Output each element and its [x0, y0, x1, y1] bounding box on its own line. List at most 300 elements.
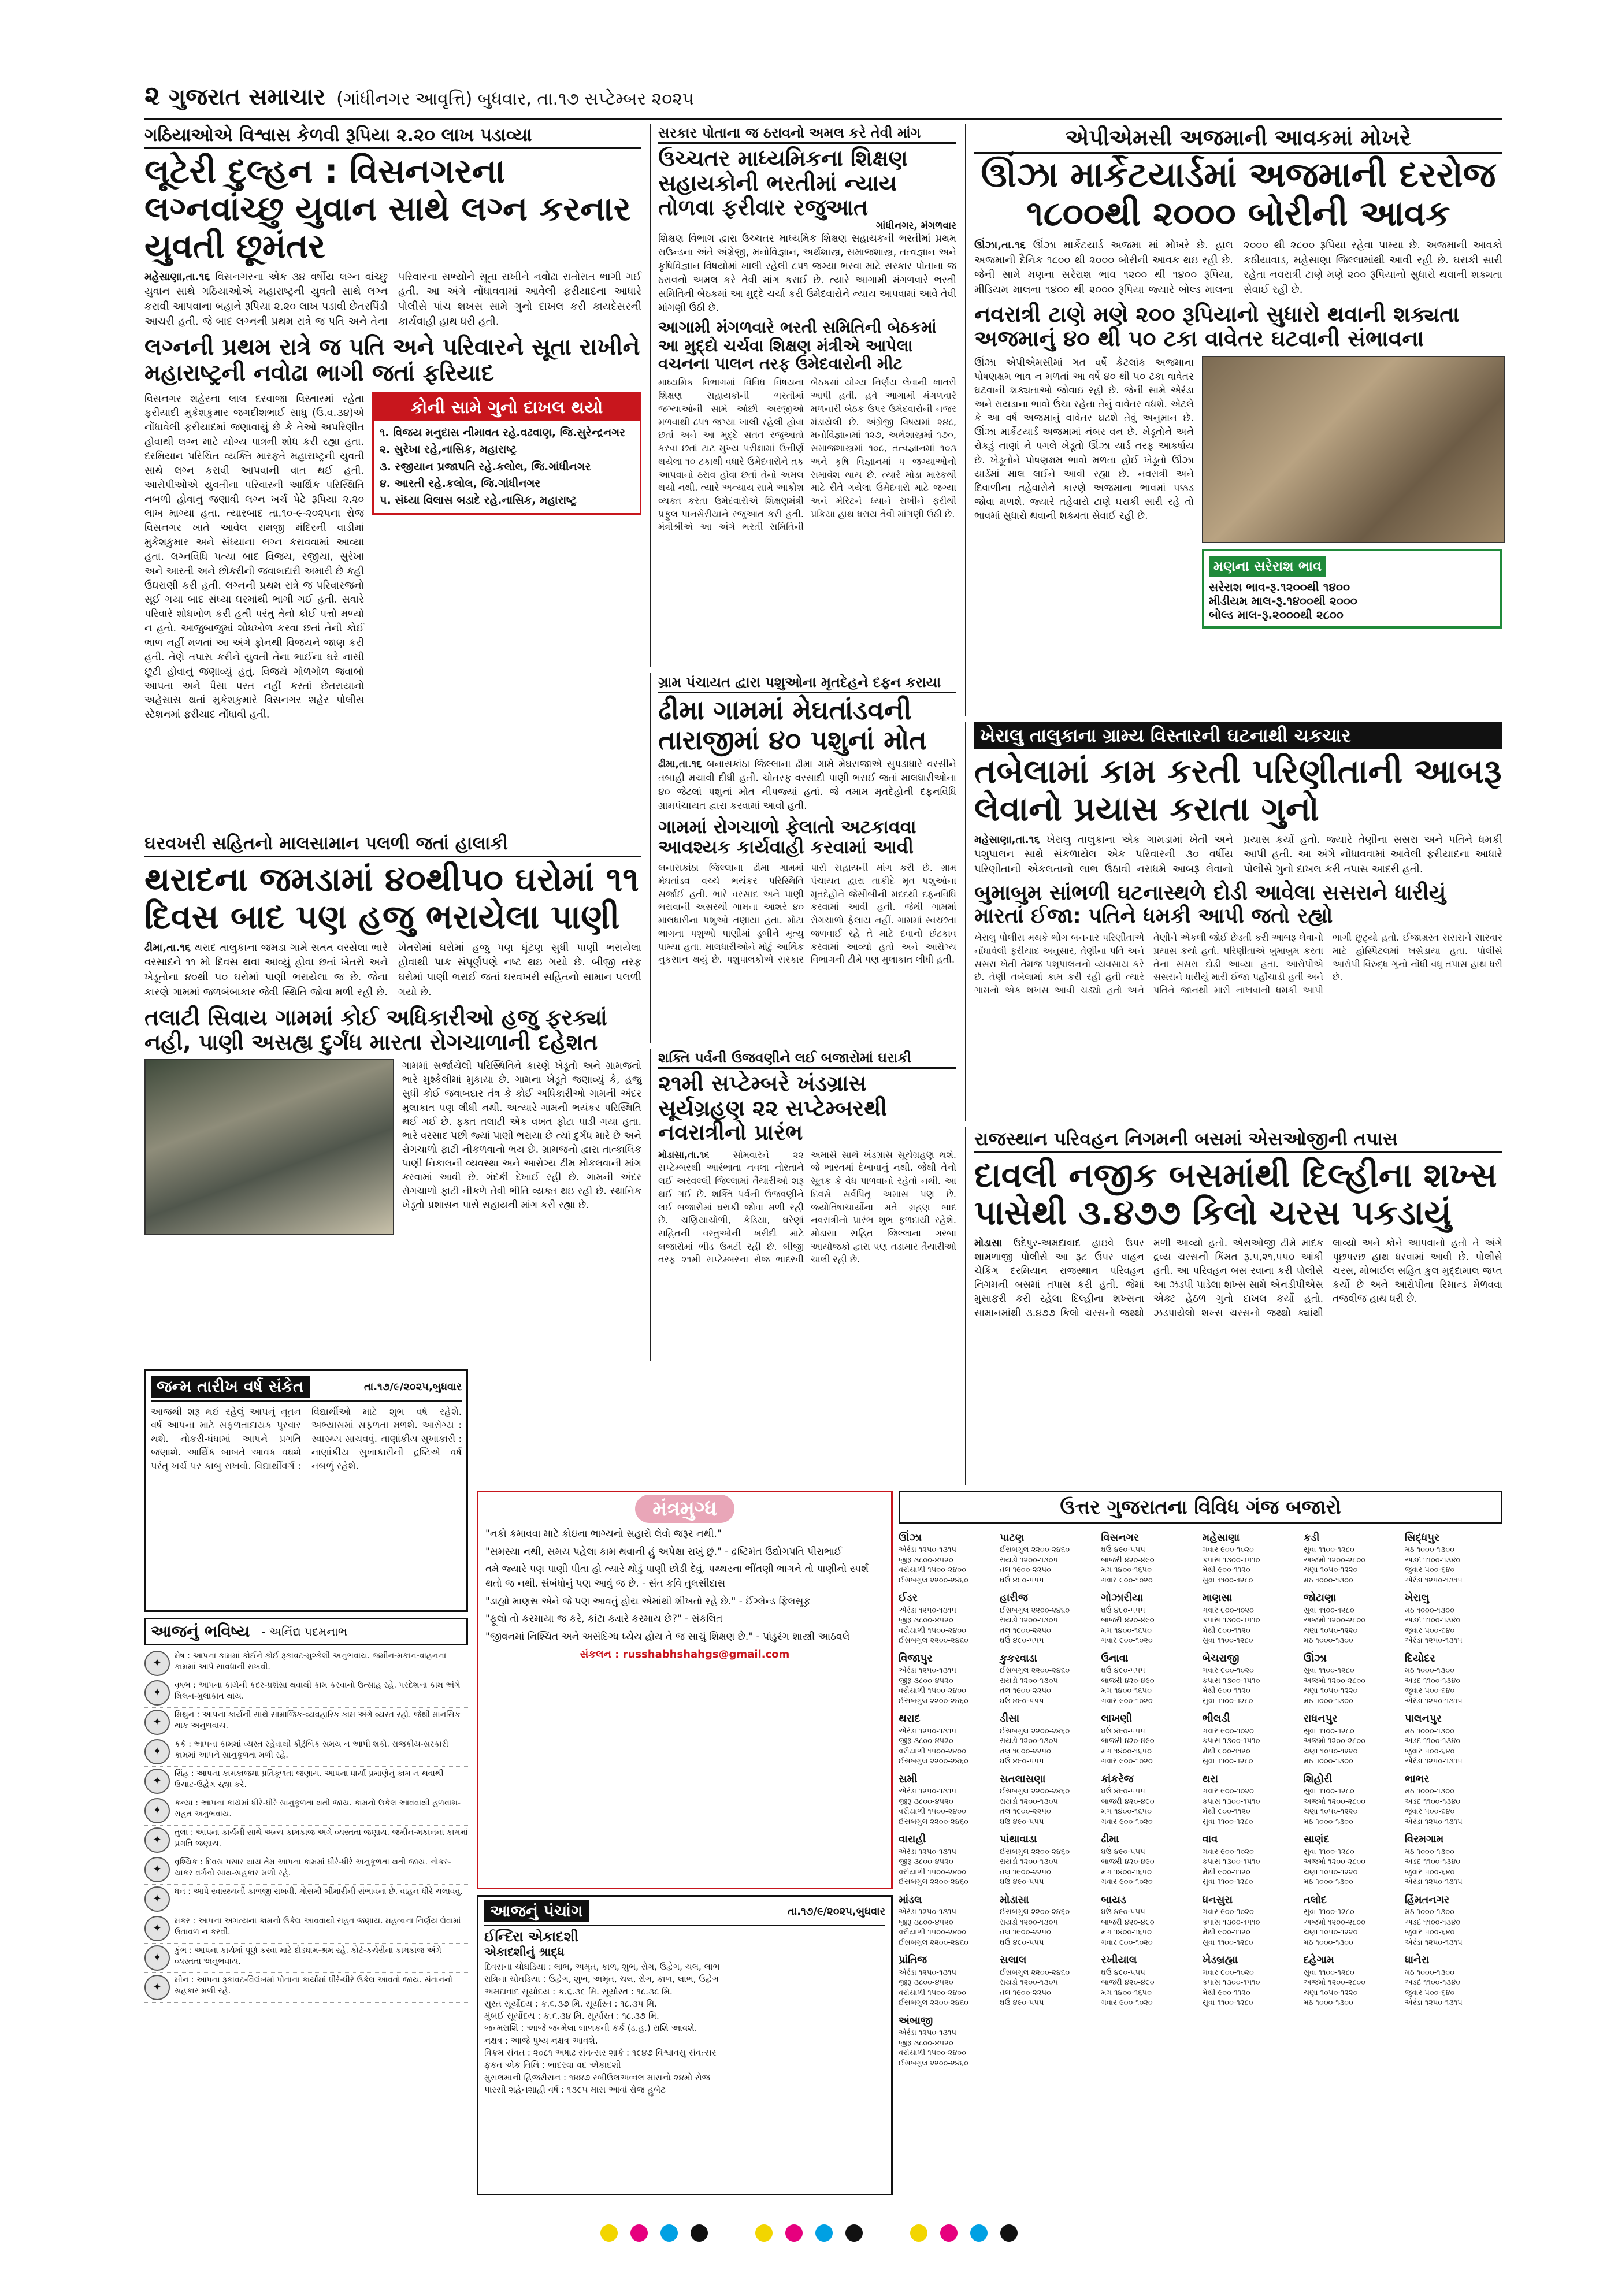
- market-price-row: રાયડો ૧૨૦૦-૧૩૦૫: [1000, 1797, 1058, 1806]
- market-center: [1101, 1529, 1198, 1585]
- market-center: [1203, 1770, 1300, 1827]
- mantra-compiler: સંકલન : russhabhshahgs@gmail.com: [580, 1648, 790, 1661]
- registration-marks: [404, 2224, 1214, 2247]
- market-price-row: ઘઉં ૪૯૦-૫૫૫: [1101, 1606, 1145, 1615]
- market-price-row: સુવા ૧૧૦૦-૧૨૮૦: [1202, 1998, 1253, 2008]
- market-price-row: ઈસબગુલ ૨૨૦૦-૨૪૬૦: [1000, 1545, 1070, 1555]
- market-price-row: એરંડા ૧૨૫૦-૧૩૧૫: [899, 2028, 956, 2038]
- horoscope-text: મીન : આપના રૂકાવટ-વિલંબમાં પોતાના કાર્યોમાં ધીરે-ધીરે ઉકેલ આવતો જાય. સંતાનનો સહકાર મળી રહે.: [175, 1975, 452, 1996]
- market-center: [1405, 1710, 1502, 1766]
- market-center-name: ઊંઝા: [899, 1532, 922, 1544]
- mantra-line: "જીવનમાં નિશ્ચિત અને અસંદિગ્ધ ધ્યેય હોય તે જ સાચું શિક્ષણ છે." - પાંડુરંગ શાસ્ત્રી આઠવલે: [485, 1630, 850, 1643]
- story-luteri-dulhan: [144, 124, 641, 826]
- market-price-row: મેથી ૯૦૦-૧૧૨૦: [1202, 1988, 1250, 1997]
- market-center-name: કડી: [1303, 1532, 1320, 1544]
- story3-subhead: નવરાત્રી ટાણે મણે ૨૦૦ રૂપિયાનો સુધારો થવાની શક્યતા અજમાનું ૪૦ થી ૫૦ ટકા વાવેતર ઘટવાની સંભાવના: [974, 301, 1460, 352]
- market-center-name: માણસા: [1202, 1592, 1233, 1604]
- market-price-row: મેથી ૯૦૦-૧૧૨૦: [1202, 1867, 1250, 1877]
- story-charas: [965, 1127, 1502, 1485]
- market-price-row: સુવા ૧૧૦૦-૧૨૮૦: [1303, 1726, 1354, 1736]
- market-center-name: દહેગામ: [1303, 1954, 1334, 1967]
- story6-dateline: મહેસાણા,તા.૧૬: [974, 833, 1040, 846]
- market-price-row: મગ ૧૪૦૦-૧૬૫૦: [1101, 1747, 1152, 1756]
- market-grid: [899, 1529, 1502, 2068]
- market-price-row: ગવાર ૯૦૦-૧૦૨૦: [1202, 1787, 1254, 1796]
- market-center: [899, 1529, 996, 1585]
- market-center: [1304, 1830, 1401, 1887]
- market-price-row: વરીયાળી ૧૫૦૦-૨૪૦૦: [899, 1807, 966, 1816]
- horoscope-text: કર્ક : આપના કામમાં વ્યસ્ત રહેવાથી કૌટુંબિક સમય ન આપી શકો. રાજકીય-સરકારી કામમાં આપને સાનુકૂળતા મળી રહે.: [175, 1740, 448, 1760]
- market-price-row: મગ ૧૪૦૦-૧૬૫૦: [1101, 1867, 1152, 1877]
- market-center: [1101, 1951, 1198, 2008]
- market-center-name: ઉનાવા: [1101, 1652, 1129, 1665]
- story1-kicker: ગઠિયાઓએ વિશ્વાસ કેળવી રૂપિયા ૨.૨૦ લાખ પડાવ્યા: [144, 124, 641, 149]
- market-price-row: કપાસ ૧૩૦૦-૧૫૧૦: [1202, 1797, 1260, 1806]
- market-price-row: મેથી ૯૦૦-૧૧૨૦: [1202, 1928, 1250, 1937]
- market-price-row: કપાસ ૧૩૦૦-૧૫૧૦: [1202, 1978, 1260, 1987]
- story-navratri: [650, 1049, 956, 1361]
- market-center-name: ઢીમા: [1101, 1833, 1119, 1846]
- market-center-name: તલોદ: [1303, 1893, 1327, 1906]
- accused-title: કોની સામે ગુનો દાખલ થયો: [374, 394, 640, 421]
- market-price-row: તલ ૧૯૦૦-૨૨૫૦: [1000, 1626, 1051, 1635]
- story1-body2: વિસનગર શહેરના લાલ દરવાજા વિસ્તારમાં રહેતા ફરીયાદી મુકેશકુમાર જગદીશભાઈ સાધુ (ઉ.વ.૩૪)એ નોંધાવેલી ફરીયાદમાં જણાવાયું છે કે તેઓ અપરિણીત હોવાથી લગ્ન માટે યોગ્ય પાત્રની શોધ કરી રહ્યા હતા. દરમિયાન પરિચિત વ્યક્તિ મારફતે મહારાષ્ટ્રની યુવતી સાથે લગ્ન કરાવી આપવાની વાત થઈ હતી. આરોપીઓએ યુવતીના પરિવારની આર્થિક પરિસ્થિતિ નબળી હોવાનું જણાવી લગ્ન ખર્ચ પેટે રૂપિયા ૨.૨૦ લાખ માગ્યા હતા. ત્યારબાદ તા.૧૦-૯-૨૦૨૫ના રોજ વિસનગર ખાતે આવેલ રામજી મંદિરની વાડીમાં મુકેશકુમાર અને સંધ્યાના લગ્ન કરાવવામાં આવ્યા હતા. લગ્નવિધિ પત્યા બાદ વિજય, રજીયા, સુરેખા અને આરતી અને છોકરીની જવાબદારી અમારી છે કહી ઉઘરાણી કરી હતી. લગ્નની પ્રથમ રાત્રે જ પરિવારજનો સૂઈ ગયા બાદ સંધ્યા ઘરમાંથી ભાગી ગઈ હતી. સવારે પરિવારે શોધખોળ કરી હતી પરંતુ તેનો કોઈ પત્તો મળ્યો ન હતો. આજુબાજુમાં શોધખોળ કરવા છતાં તેની કોઈ ભાળ નહીં મળતાં આ અંગે ફોનથી વિજયને જાણ કરી હતી. તેણે તપાસ કરીને યુવતી તેના ભાઈના ઘરે નાસી છૂટી હોવાનું જણાવ્યું હતું. વિજયે ગોળગોળ જવાબો આપતા અને પૈસા પરત નહીં કરતાં છેતરાયાનો અહેસાસ થતાં મુકેશકુમારે વિસનગર શહેર પોલીસ સ્ટેશનમાં ફરીયાદ નોંધાવી હતી.: [144, 393, 364, 721]
- price-row: સરેરાશ ભાવ-રૂ.૧૨૦૦થી ૧૪૦૦: [1209, 579, 1350, 594]
- market-price-row: વરીયાળી ૧૫૦૦-૨૪૦૦: [899, 2049, 966, 2058]
- market-price-row: જુવાર ૫૦૦-૬૪૦: [1404, 1686, 1455, 1696]
- market-price-row: સુવા ૧૧૦૦-૧૨૮૦: [1303, 1908, 1354, 1917]
- mantra-line: "ડાહ્યો માણસ એને જે પણ આવતું હોય એમાંથી શીખતો રહે છે." - ઈંગ્લેન્ડ ફિલસૂફ: [485, 1595, 811, 1607]
- market-price-row: ઈસબગુલ ૨૨૦૦-૨૪૬૦: [899, 1938, 968, 1947]
- panchang-box: [477, 1895, 893, 2195]
- market-price-row: ચણા ૧૦૫૦-૧૨૨૦: [1303, 1928, 1358, 1937]
- market-center: [1101, 1589, 1198, 1645]
- panchang-line: ફકત એક તિથિ : ભાદરવા વદ એકાદશી: [484, 2060, 621, 2071]
- price-row: બોલ્ડ માલ-રૂ.૨૦૦૦થી ૨૮૦૦: [1209, 607, 1344, 622]
- market-price-row: સુવા ૧૧૦૦-૧૨૮૦: [1202, 1878, 1253, 1887]
- panchang-heading: ઈન્દિરા એકાદશી: [484, 1929, 578, 1945]
- story2-headline: ઉચ્ચતર માધ્યમિકના શિક્ષણ સહાયકોની ભરતીમાં ન્યાય તોળવા ફરીવાર રજુઆત: [658, 146, 908, 221]
- market-price-row: ચણા ૧૦૫૦-૧૨૨૦: [1303, 1988, 1358, 1997]
- market-price-row: સુવા ૧૧૦૦-૧૨૮૦: [1303, 1847, 1354, 1856]
- accused-item: ૨. સુરેખા રહે,નાસિક, મહારાષ્ટ્ર: [380, 443, 517, 456]
- market-price-row: જીરૂ ૩૮૦૦-૪૫૨૦: [899, 1737, 953, 1746]
- market-price-row: અડદ ૧૧૦૦-૧૩૪૦: [1404, 1555, 1461, 1565]
- story1-dateline: મહેસાણા,તા.૧૬: [144, 270, 210, 283]
- market-price-row: રાયડો ૧૨૦૦-૧૩૦૫: [1000, 1676, 1058, 1685]
- panchang-date: તા.૧૭/૯/૨૦૨૫,બુધવાર: [787, 1905, 885, 1918]
- mantra-box: [477, 1491, 893, 1889]
- market-center-name: સિદ્ધપુર: [1404, 1532, 1440, 1544]
- market-price-row: મઠ ૧૦૦૦-૧૩૦૦: [1404, 1968, 1454, 1977]
- market-price-row: વરીયાળી ૧૫૦૦-૨૪૦૦: [899, 1867, 966, 1877]
- story7-headline: ૨૧મી સપ્ટેમ્બરે ખંડગ્રાસ સૂર્યગ્રહણ ૨૨ સપ્ટેમ્બરથી નવરાત્રીનો પ્રારંભ: [658, 1071, 888, 1146]
- registration-dot: [630, 2224, 648, 2242]
- market-price-row: તલ ૧૯૦૦-૨૨૫૦: [1000, 1747, 1051, 1756]
- market-price-row: કપાસ ૧૩૦૦-૧૫૧૦: [1202, 1857, 1260, 1867]
- market-price-row: બાજરી ૪૨૦-૪૯૦: [1101, 1737, 1155, 1746]
- story5-body: [144, 941, 641, 1000]
- mantra-line: "નકો કમાવવા માટે કોઇના ભાગ્યનો સહારો લેવો જરૂર નથી.": [485, 1528, 722, 1540]
- market-center: [1000, 1649, 1097, 1706]
- horoscope-item: [144, 1914, 468, 1944]
- market-price-row: અડદ ૧૧૦૦-૧૩૪૦: [1404, 1676, 1461, 1685]
- market-price-row: અજમો ૧૨૦૦-૨૮૦૦: [1303, 1857, 1366, 1867]
- accused-box: [372, 392, 641, 515]
- market-price-row: જીરૂ ૩૮૦૦-૪૫૨૦: [899, 1555, 953, 1565]
- zodiac-icon: ✦: [144, 1769, 170, 1794]
- horoscope-text: ધન : આપે સ્વાસ્થ્યની કાળજી રાખવી. મોસમી બીમારીની સંભાવના છે. વાહન ધીરે ચલાવવું.: [175, 1887, 463, 1896]
- market-center-name: કુકરવાડા: [1000, 1652, 1037, 1665]
- horoscope-text: કુંભ : આપના કાર્યમાં પૂર્ણ કરવા માટે દોડધામ-શ્રમ રહે. કોર્ટ-કચેરીના કામકાજ અંગે વ્યસ્તતા અનુભવાય.: [175, 1946, 441, 1966]
- story5-body2: ગામમાં સર્જાયેલી પરિસ્થિતિને કારણે ખેડૂતો અને ગ્રામજનો ભારે મુશ્કેલીમાં મુકાયા છે. ગામના ખેડૂતે જણાવ્યું કે, હજુ સુધી કોઈ જવાબદાર તંત્ર કે કોઈ અધિકારીઓ ગામની અંદર મુલાકાત પણ લીધી નથી. અત્યારે ગામની ભયંકર પરિસ્થિતિ થઈ ગઈ છે. ફક્ત તલાટી એક વખત ફોટા પાડી ગયા હતા. ભારે વરસાદ પછી જ્યાં પાણી ભરાયા છે ત્યાં દુર્ગંધ મારે છે અને રોગચાળો ફાટી નીકળવાનો ભય છે. ગ્રામજનો દ્વારા તાત્કાલિક પાણી નિકાલની વ્યવસ્થા અને આરોગ્ય ટીમ મોકલવાની માંગ કરવામાં આવી છે. ગંદકી દેખાઈ રહી છે. ગામની અંદર રોગચાળો ફાટી નીકળે તેવી ભીતિ વ્યક્ત થઇ રહી છે. સ્થાનિક ખેડૂતો પ્રશાસન પાસે સહાયની માંગ કરી રહ્યા છે.: [402, 1060, 641, 1212]
- market-center: [899, 1830, 996, 1887]
- market-price-row: અડદ ૧૧૦૦-૧૩૪૦: [1404, 1978, 1461, 1987]
- market-price-row: ઈસબગુલ ૨૨૦૦-૨૪૬૦: [899, 1998, 968, 2008]
- market-center: [1000, 1830, 1097, 1887]
- market-center: [1203, 1830, 1300, 1887]
- story-teachers-recruitment: [650, 124, 956, 667]
- market-center: [1304, 1891, 1401, 1948]
- horoscope-text: તુલા : આપના કાર્યની સાથે અન્ય કામકાજ અંગે વ્યસ્તતા જણાય. જમીન-મકાનના કામમાં પ્રગતિ જણાય.: [175, 1828, 468, 1848]
- market-price-row: જુવાર ૫૦૦-૬૪૦: [1404, 1566, 1455, 1575]
- market-center-name: ભાભર: [1404, 1773, 1430, 1785]
- mantra-line: તમે જ્યારે પણ પાણી પીતા હો ત્યારે થોડું પાણી છોડી દેવું. પથ્થરના ભીંતણી ભાગને તો પાણીનો સ્પર્શ થતો જ નથી. સંબંધોનું પણ આવું જ છે. - સંત કવિ તુલસીદાસ: [485, 1563, 869, 1589]
- panchang-line: દિવસના ચોઘડિયા : લાભ, અમૃત, કાળ, શુભ, રોગ, ઉદ્વેગ, ચલ, લાભ: [484, 1961, 720, 1972]
- market-price-row: તલ ૧૯૦૦-૨૨૫૦: [1000, 1867, 1051, 1877]
- panchang-line: નક્ષત્ર : આજે પુષ્ય નક્ષત્ર આવશે.: [484, 2035, 598, 2046]
- market-price-row: બાજરી ૪૨૦-૪૯૦: [1101, 1555, 1155, 1565]
- story5-headline: થરાદના જમડામાં ૪૦થી૫૦ ઘરોમાં ૧૧ દિવસ બાદ પણ હજુ ભરાયેલા પાણી: [144, 860, 639, 937]
- market-price-row: જીરૂ ૩૮૦૦-૪૫૨૦: [899, 1616, 953, 1625]
- market-center-name: બાયડ: [1101, 1893, 1126, 1906]
- horoscope-text: મિથુન : આપના કાર્યની સાથે સામાજિક-વ્યવહારિક કામ અંગે વ્યસ્ત રહો. જેથી માનસિક થાક અનુભવાય.: [175, 1710, 461, 1730]
- market-price-row: વરીયાળી ૧૫૦૦-૨૪૦૦: [899, 1566, 966, 1575]
- story3-body2: ઊંઝા એપીએમસીમાં ગત વર્ષે કેટલાંક અજમાના પોષણક્ષમ ભાવ ન મળતાં આ વર્ષે ૪૦ થી ૫૦ ટકા વાવેતર ઘટવાની શક્યતાઓ જોવાઇ રહી છે. જેની સામે એરંડા અને રાયડાના ભાવો ઉંચા રહેતા તેનું વાવેતર વધશે. એટલે કે આ વર્ષે અજમાનું વાવેતર ઘટશે તેવું અનુમાન છે. ઊંઝા માર્કેટયાર્ડ અજમામાં નંબર વન છે. ખેડૂતોને અને રોકડું નાણાં ને પગલે ખેડૂતો ઊંઝા યાર્ડ તરફ આકર્ષાય છે. ખેડૂતોને પોષણક્ષમ ભાવો મળતા હોઈ ખેડૂતો ઊંઝા યાર્ડમાં માલ લઈને આવી રહ્યા છે. નવરાત્રી અને દિવાળીના તહેવારોને કારણે અજમાના ભાવમાં પક્કડ જોવા મળશે. જ્યારે તહેવારો ટાણે ઘરાકી સારી રહે તો ભાવમાં સુધારો થવાની શક્યતા સેવાઈ રહી છે.: [974, 356, 1194, 522]
- market-center-name: વિરમગામ: [1404, 1833, 1444, 1846]
- horoscope-text: કન્યા : આપના કાર્યમાં ધીરે-ધીરે સાનુકૂળતા થતી જાય. કામનો ઉકેલ આવવાથી હળવાશ-રાહત અનુભવાય.: [175, 1799, 461, 1819]
- market-center-name: પાંથાવાડા: [1000, 1833, 1037, 1846]
- market-price-row: એરંડા ૧૨૫૦-૧૩૧૫: [899, 1908, 956, 1917]
- market-price-row: જીરૂ ૩૮૦૦-૪૫૨૦: [899, 1918, 953, 1927]
- market-price-row: મેથી ૯૦૦-૧૧૨૦: [1202, 1686, 1250, 1696]
- horoscope-item: [144, 1767, 468, 1796]
- market-price-row: જુવાર ૫૦૦-૬૪૦: [1404, 1747, 1455, 1756]
- market-price-row: મઠ ૧૦૦૦-૧૩૦૦: [1303, 1576, 1353, 1585]
- panchang-lines: [484, 1961, 885, 2096]
- market-price-row: અડદ ૧૧૦૦-૧૩૪૦: [1404, 1737, 1461, 1746]
- market-price-row: એરંડા ૧૨૫૦-૧૩૧૫: [1404, 1757, 1463, 1766]
- market-price-row: ઘઉં ૪૯૦-૫૫૫: [1000, 1636, 1044, 1645]
- market-price-row: ઘઉં ૪૯૦-૫૫૫: [1000, 1938, 1044, 1947]
- market-price-row: ઘઉં ૪૯૦-૫૫૫: [1101, 1666, 1145, 1675]
- market-center-name: ભીલડી: [1202, 1712, 1230, 1725]
- market-center-name: શિહોરી: [1303, 1773, 1333, 1785]
- market-center: [1000, 1529, 1097, 1585]
- page-number: ૨: [144, 80, 161, 111]
- story4-subhead: ગામમાં રોગચાળો ફેલાતો અટકાવવા આવશ્યક કાર્યવાહી કરવામાં આવી: [658, 815, 916, 859]
- market-center-name: સલાલ: [1000, 1954, 1027, 1967]
- market-center: [1203, 1529, 1300, 1585]
- header-rule: [144, 118, 1502, 120]
- market-center-name: થરાદ: [899, 1712, 921, 1725]
- market-price-row: મેથી ૯૦૦-૧૧૨૦: [1202, 1807, 1250, 1816]
- horoscope-item: [144, 1678, 468, 1708]
- market-price-row: ગવાર ૯૦૦-૧૦૨૦: [1202, 1666, 1254, 1675]
- zodiac-icon: ✦: [144, 1798, 170, 1823]
- story7-text: સોમવારને ૨૨ સપ્ટેમ્બરથી આરંભાતા નવલા નોરતાને લઈ અરવલ્લી જિલ્લામાં તૈયારીઓ શરૂ થઈ ગઈ છે. શક્તિ પર્વની ઉજવણીને લઈ બજારોમાં ઘરાકી જોવા મળી રહી છે. ચણિયાચોળી, કેડિયા, ઘરેણાં સહિતની વસ્તુઓની ખરીદી માટે બજારોમાં ભીડ ઉમટી રહી છે. બીજી તરફ ૨૧મી સપ્ટેમ્બરના રોજ ભાદરવી અમાસે સાથે ખંડગ્રાસ સૂર્યગ્રહણ થશે. જે ભારતમાં દેખાવાનું નથી. જેથી તેનો સૂતક કે વેધ પાળવાનો રહેતો નથી. આ દિવસે સર્વપિતૃ અમાસ પણ છે. જ્યોતિષાચાર્યોના મતે ગ્રહણ બાદ નવરાત્રીનો પ્રારંભ શુભ ફળદાયી રહેશે. મોડાસા સહિત જિલ્લાના ગરબા આયોજકો દ્વારા પણ તડામાર તૈયારીઓ ચાલી રહી છે.: [658, 1149, 956, 1265]
- market-price-row: ઘઉં ૪૯૦-૫૫૫: [1101, 1908, 1145, 1917]
- market-price-row: ઘઉં ૪૯૦-૫૫૫: [1000, 1696, 1044, 1706]
- story8-kicker: રાજસ્થાન પરિવહન નિગમની બસમાં એસઓજીની તપાસ: [974, 1127, 1502, 1153]
- market-price-row: બાજરી ૪૨૦-૪૯૦: [1101, 1918, 1155, 1927]
- mantra-lines: [485, 1527, 884, 1644]
- market-price-row: વરીયાળી ૧૫૦૦-૨૪૦૦: [899, 1988, 966, 1997]
- market-price-row: કપાસ ૧૩૦૦-૧૫૧૦: [1202, 1676, 1260, 1685]
- market-price-row: ઈસબગુલ ૨૨૦૦-૨૪૬૦: [1000, 1666, 1070, 1675]
- flood-photo: [144, 1059, 394, 1235]
- market-center: [1101, 1649, 1198, 1706]
- market-price-row: ઈસબગુલ ૨૨૦૦-૨૪૬૦: [1000, 1606, 1070, 1615]
- registration-dot: [815, 2224, 833, 2242]
- market-center: [1304, 1770, 1401, 1827]
- story-dhima-cattle: [650, 673, 956, 1043]
- horoscope-item: [144, 1737, 468, 1767]
- market-price-row: મઠ ૧૦૦૦-૧૩૦૦: [1404, 1666, 1454, 1675]
- horoscope-item: [144, 1796, 468, 1826]
- market-price-row: તલ ૧૯૦૦-૨૨૫૦: [1000, 1988, 1051, 1997]
- market-price-row: ગવાર ૯૦૦-૧૦૨૦: [1101, 1696, 1153, 1706]
- market-price-row: ગવાર ૯૦૦-૧૦૨૦: [1202, 1968, 1254, 1977]
- market-center-name: વારાહી: [899, 1833, 926, 1846]
- market-price-row: વરીયાળી ૧૫૦૦-૨૪૦૦: [899, 1686, 966, 1696]
- registration-dot: [691, 2224, 708, 2242]
- market-price-row: મેથી ૯૦૦-૧૧૨૦: [1202, 1566, 1250, 1575]
- market-price-row: ઘઉં ૪૯૦-૫૫૫: [1101, 1545, 1145, 1555]
- story4-headline: ઢીમા ગામમાં મેઘતાંડવની તારાજીમાં ૪૦ પશુનાં મોત: [658, 694, 927, 756]
- edition-line: (ગાંધીનગર આવૃત્તિ) બુધવાર, તા.૧૭ સપ્ટેમ્બર ૨૦૨૫: [336, 89, 694, 109]
- market-price-row: ઘઉં ૪૯૦-૫૫૫: [1101, 1787, 1145, 1796]
- market-price-row: ઈસબગુલ ૨૨૦૦-૨૪૬૦: [899, 1757, 968, 1766]
- market-price-row: ચણા ૧૦૫૦-૧૨૨૦: [1303, 1747, 1358, 1756]
- market-price-row: અજમો ૧૨૦૦-૨૮૦૦: [1303, 1676, 1366, 1685]
- market-price-row: મઠ ૧૦૦૦-૧૩૦૦: [1404, 1847, 1454, 1856]
- market-price-row: એરંડા ૧૨૫૦-૧૩૧૫: [1404, 1938, 1463, 1947]
- market-price-row: મગ ૧૪૦૦-૧૬૫૦: [1101, 1928, 1152, 1937]
- market-price-row: કપાસ ૧૩૦૦-૧૫૧૦: [1202, 1918, 1260, 1927]
- story6-text: ખેરાલુ તાલુકાના એક ગામડામાં ખેતી અને પશુપાલન સાથે સંકળાયેલ એક પરિવારની ૩૦ વર્ષીય પરિણીતાની એકલતાનો લાભ ઉઠાવી નરાધમે આબરૂ લેવાનો પ્રયાસ કર્યો હતો. જ્યારે તેણીના સસરા અને પતિને ધમકી આપી હતી. આ અંગે નોંધાવવામાં આવેલી ફરીયાદના આધારે પોલીસે ગુનો દાખલ કરી તપાસ આદરી હતી.: [974, 833, 1502, 875]
- registration-dot: [970, 2224, 988, 2242]
- horoscope-text: મેષ : આપના કામમાં કોઈને કોઈ રૂકાવટ-મુશ્કેલી અનુભવાય. જમીન-મકાન-વાહનના કામમાં આપે સાવધાની રાખવી.: [175, 1651, 447, 1671]
- market-price-row: કપાસ ૧૩૦૦-૧૫૧૦: [1202, 1555, 1260, 1565]
- market-price-row: ઘઉં ૪૯૦-૫૫૫: [1000, 1757, 1044, 1766]
- price-row: મીડીયમ માલ-રૂ.૧૪૦૦થી ૨૦૦૦: [1209, 593, 1357, 608]
- market-price-row: એરંડા ૧૨૫૦-૧૩૧૫: [899, 1606, 956, 1615]
- market-price-row: ચણા ૧૦૫૦-૧૨૨૦: [1303, 1867, 1358, 1877]
- story3-body: [974, 238, 1502, 297]
- horoscope-item: [144, 1944, 468, 1973]
- market-price-row: સુવા ૧૧૦૦-૧૨૮૦: [1202, 1757, 1253, 1766]
- market-price-row: વરીયાળી ૧૫૦૦-૨૪૦૦: [899, 1747, 966, 1756]
- market-center: [1101, 1830, 1198, 1887]
- market-price-row: જુવાર ૫૦૦-૬૪૦: [1404, 1988, 1455, 1997]
- market-price-row: બાજરી ૪૨૦-૪૯૦: [1101, 1797, 1155, 1806]
- market-price-row: એરંડા ૧૨૫૦-૧૩૧૫: [899, 1787, 956, 1796]
- market-center-name: અંબાજી: [899, 2014, 933, 2027]
- market-center-name: દિયોદર: [1404, 1652, 1435, 1665]
- market-price-row: ઘઉં ૪૯૦-૫૫૫: [1000, 1998, 1044, 2008]
- horoscope-text: વૃશ્ચિક : દિવસ પસાર થાય તેમ આપના કામમાં ધીરે-ધીરે અનુકૂળતા થતી જાય. નોકર-ચાકર વર્ગનો સાથ-સહકાર મળી રહે.: [175, 1857, 451, 1878]
- market-price-row: સુવા ૧૧૦૦-૧૨૮૦: [1202, 1817, 1253, 1826]
- market-price-row: તલ ૧૯૦૦-૨૨૫૦: [1000, 1928, 1051, 1937]
- market-price-row: કપાસ ૧૩૦૦-૧૫૧૦: [1202, 1737, 1260, 1746]
- market-price-row: અડદ ૧૧૦૦-૧૩૪૦: [1404, 1797, 1461, 1806]
- market-price-row: સુવા ૧૧૦૦-૧૨૮૦: [1202, 1696, 1253, 1706]
- market-price-row: બાજરી ૪૨૦-૪૯૦: [1101, 1616, 1155, 1625]
- story8-headline: દાવલી નજીક બસમાંથી દિલ્હીના શખ્સ પાસેથી ૩.૪૭૭ કિલો ચરસ પકડાયું: [974, 1156, 1497, 1232]
- price-box: [1202, 549, 1502, 629]
- market-price-row: અડદ ૧૧૦૦-૧૩૪૦: [1404, 1616, 1461, 1625]
- market-price-row: મેથી ૯૦૦-૧૧૨૦: [1202, 1747, 1250, 1756]
- market-center: [899, 1649, 996, 1706]
- market-center-name: પાલનપુર: [1404, 1712, 1442, 1725]
- market-price-row: એરંડા ૧૨૫૦-૧૩૧૫: [899, 1968, 956, 1977]
- market-center: [1203, 1649, 1300, 1706]
- market-center: [1304, 1710, 1401, 1766]
- market-center: [899, 1770, 996, 1827]
- horoscope-author: - અનિંદ્ય પદમનાભ: [261, 1625, 348, 1639]
- market-price-row: મઠ ૧૦૦૦-૧૩૦૦: [1303, 1938, 1353, 1947]
- market-center-name: બેચરાજી: [1202, 1652, 1240, 1665]
- horoscope-item: [144, 1855, 468, 1885]
- zodiac-icon: ✦: [144, 1739, 170, 1764]
- market-center-name: ઈડર: [899, 1592, 918, 1604]
- registration-dot: [600, 2224, 618, 2242]
- market-price-row: ગવાર ૯૦૦-૧૦૨૦: [1101, 1636, 1153, 1645]
- story4-body2: બનાસકાંઠા જિલ્લાના ઢીમા ગામમાં મેઘતાંડવ વચ્ચે ભયંકર પરિસ્થિતિ સર્જાઈ હતી. ભારે વરસાદ અને પાણી ભરાવાની અસરથી ગામના આશરે ૪૦ માલધારીના પશુઓ તણાયા હતા. મોટા ભાગના પશુઓ પાણીમાં ડૂબીને મૃત્યુ પામ્યા હતા. માલધારીઓને મોટું આર્થિક નુકસાન થયું છે. પશુપાલકોએ સરકાર પાસે સહાયની માંગ કરી છે. ગ્રામ પંચાયત દ્વારા તાકીદે મૃત પશુઓના મૃતદેહોને જેસીબીની મદદથી દફનવિધિ કરવામાં આવી હતી. જેથી ગામમાં રોગચાળો ફેલાય નહીં. ગામમાં સ્વચ્છતા જળવાઈ રહે તે માટે દવાનો છંટકાવ કરવામાં આવ્યો હતો અને આરોગ્ય વિભાગની ટીમે પણ મુલાકાત લીધી હતી.: [658, 862, 956, 965]
- market-price-row: ઈસબગુલ ૨૨૦૦-૨૪૬૦: [1000, 1908, 1070, 1917]
- market-center: [1203, 1891, 1300, 1948]
- market-price-row: ઈસબગુલ ૨૨૦૦-૨૪૬૦: [899, 1817, 968, 1826]
- market-price-row: ઘઉં ૪૯૦-૫૫૫: [1000, 1817, 1044, 1826]
- market-center: [1101, 1710, 1198, 1766]
- market-center: [1203, 1710, 1300, 1766]
- zodiac-icon: ✦: [144, 1857, 170, 1882]
- market-price-row: સુવા ૧૧૦૦-૧૨૮૦: [1303, 1968, 1354, 1977]
- market-price-row: એરંડા ૧૨૫૦-૧૩૧૫: [1404, 1576, 1463, 1585]
- story4-kicker: ગ્રામ પંચાયત દ્વારા પશુઓના મૃતદેહને દફન કરાયા: [658, 673, 956, 693]
- horoscope-item: [144, 1885, 468, 1914]
- registration-dot: [660, 2224, 678, 2242]
- market-price-row: રાયડો ૧૨૦૦-૧૩૦૫: [1000, 1918, 1058, 1927]
- market-center: [1101, 1770, 1198, 1827]
- story1-text: વિસનગરના એક ૩૪ વર્ષીય લગ્ન વાંચ્છુ યુવાન સાથે ગઠિયાઓએ મહારાષ્ટ્રની યુવતી સાથે લગ્ન કરાવી આપવાના બહાને રૂપિયા ૨.૨૦ લાખ પડાવી છેતરપિંડી આચરી હતી. જે બાદ લગ્નની પ્રથમ રાત્રે જ પતિ અને તેના પરિવારના સભ્યોને સૂતા રાખીને નવોઢા રાતોરાત ભાગી ગઈ હતી. આ અંગે નોંધાવવામાં આવેલી ફરીયાદના આધારે પોલીસે પાંચ શખસ સામે ગુનો દાખલ કરી કાયદેસરની કાર્યવાહી હાથ ધરી હતી.: [144, 270, 641, 328]
- accused-list: [374, 425, 640, 510]
- market-center: [1203, 1589, 1300, 1645]
- market-price-row: રાયડો ૧૨૦૦-૧૩૦૫: [1000, 1857, 1058, 1867]
- market-title: ઉત્તર ગુજરાતના વિવિધ ગંજ બજારો: [899, 1491, 1502, 1524]
- accused-item: ૧. વિજય મનુદાસ નીમાવત રહે.વઢવાણ, જિ.સુરેન્દ્રનગર: [380, 426, 625, 439]
- market-center: [1304, 1649, 1401, 1706]
- registration-dot: [785, 2224, 803, 2242]
- panchang-line: મુંબઈ સૂર્યોદય : ક.૬.૩૪ મિ. સૂર્યાસ્ત : ૧૮.૩૭ મિ.: [484, 2011, 659, 2022]
- market-price-row: ચણા ૧૦૫૦-૧૨૨૦: [1303, 1807, 1358, 1816]
- market-price-row: ગવાર ૯૦૦-૧૦૨૦: [1202, 1726, 1254, 1736]
- market-price-row: ઈસબગુલ ૨૨૦૦-૨૪૬૦: [1000, 1968, 1070, 1977]
- story4-text: બનાસકાંઠા જિલ્લાના ઢીમા ગામે મેઘરાજાએ સુપડાધારે વરસીને તબાહી મચાવી દીધી હતી. ચોતરફ વરસાદી પાણી ભરાઈ જતાં માલધારીઓના ૪૦ જેટલાં પશુનાં મોત નીપજ્યાં હતાં. જે તમામ મૃતદેહોની દફનવિધિ ગ્રામપંચાયત દ્વારા કરવામાં આવી હતી.: [658, 759, 957, 812]
- market-price-row: અજમો ૧૨૦૦-૨૮૦૦: [1303, 1555, 1366, 1565]
- market-center-name: સતલાસણા: [1000, 1773, 1046, 1785]
- horoscope-text: વૃષભ : આપના કાર્યની કદર-પ્રશંસા થવાથી કામ કરવાનો ઉત્સાહ રહે. પરદેશના કામ અંગે મિલન-મુલાકાત થાય.: [175, 1681, 461, 1701]
- market-price-row: સુવા ૧૧૦૦-૧૨૮૦: [1202, 1636, 1253, 1645]
- story1-body: [144, 270, 641, 329]
- market-price-row: સુવા ૧૧૦૦-૧૨૮૦: [1303, 1606, 1354, 1615]
- market-center: [1405, 1830, 1502, 1887]
- panchang-line: રાત્રિના ચોઘડિયા : ઉદ્વેગ, શુભ, અમૃત, ચલ, રોગ, કાળ, લાભ, ઉદ્વેગ: [484, 1974, 719, 1985]
- registration-dot: [755, 2224, 773, 2242]
- market-price-row: સુવા ૧૧૦૦-૧૨૮૦: [1303, 1666, 1354, 1675]
- market-center-name: હારીજ: [1000, 1592, 1028, 1604]
- price-title: મણના સરેરાશ ભાવ: [1209, 556, 1326, 577]
- market-center: [1405, 1891, 1502, 1948]
- market-price-row: મઠ ૧૦૦૦-૧૩૦૦: [1404, 1606, 1454, 1615]
- birthday-title: જન્મ તારીખ વર્ષ સંકેત: [151, 1376, 310, 1398]
- story6-headline: તબેલામાં કામ કરતી પરિણીતાની આબરૂ લેવાનો પ્રયાસ કરાતા ગુનો: [974, 752, 1502, 829]
- market-center: [1000, 1710, 1097, 1766]
- story5-subhead: તલાટી સિવાય ગામમાં કોઈ અધિકારીઓ હજુ ફરક્યાં નહી, પાણી અસહ્ય દુર્ગંધ મારતા રોગચાળાની દહેશત: [144, 1005, 607, 1055]
- market-price-row: મઠ ૧૦૦૦-૧૩૦૦: [1404, 1545, 1454, 1555]
- market-price-row: મઠ ૧૦૦૦-૧૩૦૦: [1303, 1998, 1353, 2008]
- market-price-row: એરંડા ૧૨૫૦-૧૩૧૫: [1404, 1998, 1463, 2008]
- zodiac-icon: ✦: [144, 1886, 170, 1912]
- story1-subhead: લગ્નની પ્રથમ રાત્રે જ પતિ અને પરિવારને સૂતા રાખીને મહારાષ્ટ્રની નવોઢા ભાગી જતાં ફરિયાદ: [144, 334, 640, 387]
- market-price-row: ગવાર ૯૦૦-૧૦૨૦: [1101, 1757, 1153, 1766]
- market-price-row: ઈસબગુલ ૨૨૦૦-૨૪૬૦: [899, 1576, 968, 1585]
- market-center: [1000, 1770, 1097, 1827]
- market-price-row: ગવાર ૯૦૦-૧૦૨૦: [1101, 1817, 1153, 1826]
- market-price-row: ગવાર ૯૦૦-૧૦૨૦: [1101, 1938, 1153, 1947]
- market-center-name: પાટણ: [1000, 1532, 1025, 1544]
- registration-dot: [910, 2224, 927, 2242]
- market-price-row: જીરૂ ૩૮૦૦-૪૫૨૦: [899, 1978, 953, 1987]
- market-price-row: ઘઉં ૪૯૦-૫૫૫: [1101, 1968, 1145, 1977]
- market-center-name: ધનસુરા: [1202, 1893, 1233, 1906]
- story3-text: ઊંઝા માર્કેટયાર્ડ અજમા માં મોખરે છે. હાલ અજમાની દૈનિક ૧૮૦૦ થી ૨૦૦૦ બોરીની આવક થઇ રહી છે. જેની સામે મણના સરેરાશ ભાવ ૧૨૦૦ થી ૧૪૦૦ રૂપિયા, મીડિયમ માલના ૧૪૦૦ થી ૨૦૦૦ રૂપિયા જ્યારે બોલ્ડ માલના ૨૦૦૦ થી ૨૮૦૦ રૂપિયા રહેવા પામ્યા છે. અજમાની આવકો કઠીયાવાડ, મહેસાણા જિલ્લામાંથી આવી રહી છે. ઘરાકી સારી રહેતા નવરાત્રી ટાણે મણે ૨૦૦ રૂપિયાનો સુધારો થવાની શક્યતા સેવાઈ રહી છે.: [974, 239, 1502, 296]
- market-price-row: રાયડો ૧૨૦૦-૧૩૦૫: [1000, 1555, 1058, 1565]
- market-price-row: એરંડા ૧૨૫૦-૧૩૧૫: [1404, 1878, 1463, 1887]
- story6-subhead: બુમાબુમ સાંભળી ઘટનાસ્થળે દોડી આવેલા સસરાને ધારીયું મારતાં ઈજા: પતિને ધમકી આપી જતો રહ્યો: [974, 880, 1446, 928]
- market-center: [1405, 1770, 1502, 1827]
- market-price-row: એરંડા ૧૨૫૦-૧૩૧૫: [899, 1847, 956, 1856]
- market-price-row: અજમો ૧૨૦૦-૨૮૦૦: [1303, 1918, 1366, 1927]
- market-price-row: ગવાર ૯૦૦-૧૦૨૦: [1202, 1847, 1254, 1856]
- market-center-name: સાણંદ: [1303, 1833, 1330, 1846]
- mantra-line: "સમસ્યા નથી, સમય પહેલા કામ થવાની હું અપેક્ષા રાખું છું." - દ્રષ્ટિમંત ઉદ્યોગપતિ પીરાભાઈ: [485, 1545, 842, 1558]
- market-price-row: મઠ ૧૦૦૦-૧૩૦૦: [1404, 1787, 1454, 1796]
- market-price-row: મગ ૧૪૦૦-૧૬૫૦: [1101, 1626, 1152, 1635]
- zodiac-icon: ✦: [144, 1945, 170, 1971]
- market-price-row: ગવાર ૯૦૦-૧૦૨૦: [1202, 1545, 1254, 1555]
- page-header: [144, 80, 1502, 116]
- market-price-row: ઈસબગુલ ૨૨૦૦-૨૪૬૦: [899, 1878, 968, 1887]
- market-price-row: રાયડો ૧૨૦૦-૧૩૦૫: [1000, 1737, 1058, 1746]
- market-price-row: સુવા ૧૧૦૦-૧૨૮૦: [1303, 1787, 1354, 1796]
- birthday-box: [144, 1369, 468, 1612]
- story-kheralu: [965, 722, 1502, 1121]
- market-price-row: સુવા ૧૧૦૦-૧૨૮૦: [1202, 1938, 1253, 1947]
- market-price-row: અજમો ૧૨૦૦-૨૮૦૦: [1303, 1978, 1366, 1987]
- market-price-row: એરંડા ૧૨૫૦-૧૩૧૫: [899, 1726, 956, 1736]
